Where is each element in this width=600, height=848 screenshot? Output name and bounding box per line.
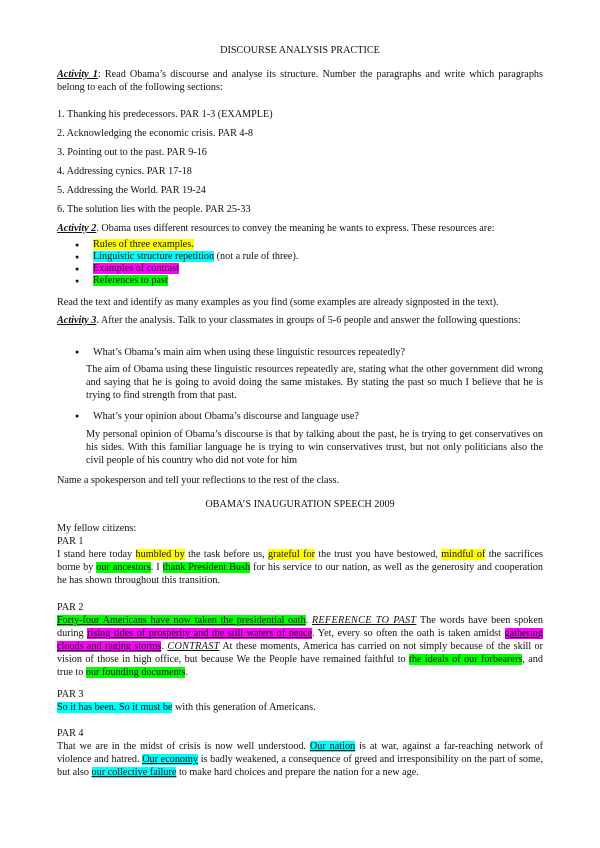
par-3-label: PAR 3: [57, 689, 84, 700]
activity-2-label: Activity 2: [57, 223, 97, 234]
section-item: 3. Pointing out to the past. PAR 9-16: [57, 147, 207, 158]
highlight-rule-of-three: humbled by: [135, 549, 185, 560]
activity-1-label: Activity 1: [57, 69, 98, 80]
text: for his service to our nation, as well as the generosity and cooperation he has shown throughout this transition.: [57, 562, 543, 586]
highlight-rule-of-three: grateful for: [268, 549, 315, 560]
par-1-label: PAR 1: [57, 536, 84, 547]
activity-1-text: : Read Obama’s discourse and analyse its structure. Number the paragraphs and write which paragraphs belong to each of the following sections:: [57, 69, 543, 93]
question-1-text: What’s Obama’s main aim when using these linguistic resources repeatedly?: [93, 347, 406, 358]
text: the sacrifices borne by: [57, 549, 543, 573]
text: the task before us,: [184, 549, 269, 560]
highlight-rule-of-three: mindful of: [441, 549, 486, 560]
section-item: 1. Thanking his predecessors. PAR 1-3 (EXAMPLE): [57, 109, 273, 120]
question-1: [75, 346, 405, 359]
highlight-repetition: Our nation: [309, 741, 356, 752]
question-2: [75, 410, 359, 423]
highlight-past: the ideals of our forbearers: [409, 654, 523, 665]
annotation-reference-to-past: REFERENCE TO PAST: [311, 615, 417, 626]
resource-contrast: Examples of contrast: [93, 263, 180, 274]
text: At these moments, America has carried on not simply because of the skill or vision of those in high office, but because We the People have remained faithful to: [57, 641, 544, 665]
text: the trust you have bestowed,: [314, 549, 442, 560]
text: is badly weakened, a consequence of greed and irresponsibility on the part of some, but also: [57, 754, 543, 778]
paragraph-4: [57, 740, 543, 779]
paragraph-2: [57, 614, 543, 679]
paragraph-3: [57, 701, 543, 714]
section-item: 2. Acknowledging the economic crisis. PAR 4-8: [57, 128, 253, 139]
highlight-repetition: our collective failure: [91, 767, 177, 778]
activity-2-text: . Obama uses different resources to convey the meaning he wants to express. These resources are:: [96, 223, 495, 234]
list-item: [75, 239, 298, 251]
highlight-contrast: rising tides of prosperity and the still waters of peace: [87, 628, 313, 639]
activity-3-instructions: [57, 314, 543, 327]
text: .: [305, 615, 312, 626]
section-item: 6. The solution lies with the people. PAR 25-33: [57, 204, 251, 215]
text: That we are in the midst of crisis is now well understood.: [57, 741, 310, 752]
resource-rules-of-three: Rules of three examples.: [93, 239, 194, 250]
text: , and true to: [57, 654, 543, 678]
list-item: [75, 251, 298, 263]
activity-2-instructions: [57, 222, 543, 235]
par-2-label: PAR 2: [57, 602, 84, 613]
resource-references-past: References to past: [93, 275, 168, 286]
highlight-repetition: So it has been. So it must be: [57, 702, 173, 713]
highlight-past: thank President Bush: [162, 562, 251, 573]
highlight-past: our founding documents: [85, 667, 186, 678]
section-item: 5. Addressing the World. PAR 19-24: [57, 185, 206, 196]
activity-3-text: . After the analysis. Talk to your classmates in groups of 5-6 people and answer the following questions:: [96, 315, 521, 326]
activity-1-instructions: [57, 68, 543, 94]
resources-list: [75, 239, 298, 287]
answer-2: My personal opinion of Obama’s discourse is that by talking about the past, he is trying to get conservatives on his sides. With this familiar language he is trying to win conservatives trust, but not only politicians also the civil people of his country who did not vote for him: [86, 429, 543, 466]
text: I stand here today: [57, 549, 136, 560]
activity-3-label: Activity 3: [57, 315, 97, 326]
section-item: 4. Addressing cynics. PAR 17-18: [57, 166, 192, 177]
resource-repetition: Linguistic structure repetition: [93, 251, 215, 262]
text: The words have been spoken during: [57, 615, 543, 639]
text: .: [185, 667, 189, 678]
highlight-contrast: gathering clouds and raging storms: [57, 628, 543, 652]
text: is at war, against a far-reaching network of violence and hatred.: [57, 741, 544, 765]
list-item: [75, 275, 298, 287]
paragraph-1: [57, 548, 543, 587]
question-2-text: What’s your opinion about Obama’s discourse and language use?: [93, 411, 359, 422]
text: . I: [150, 562, 163, 573]
annotation-contrast: CONTRAST: [167, 641, 220, 652]
text: to make hard choices and prepare the nation for a new age.: [176, 767, 419, 778]
speech-title: OBAMA’S INAUGURATION SPEECH 2009: [205, 499, 395, 510]
par-4-label: PAR 4: [57, 728, 84, 739]
text: .: [161, 641, 168, 652]
list-item: [75, 263, 298, 275]
text: with this generation of Americans.: [172, 702, 316, 713]
closing-instruction: Name a spokesperson and tell your reflections to the rest of the class.: [57, 475, 340, 486]
answer-1: The aim of Obama using these linguistic resources repeatedly are, stating what the other government did wrong and saying that he is going to avoid doing the same mistakes. By stating the past so much I believe that he is trying to find strength from that past.: [86, 364, 543, 401]
highlight-repetition: Our economy: [142, 754, 199, 765]
identify-instruction: Read the text and identify as many examples as you find (some examples are already signposted in the text).: [57, 297, 499, 308]
highlight-past: Forty-four Americans have now taken the presidential oath: [57, 615, 306, 626]
page-title: DISCOURSE ANALYSIS PRACTICE: [220, 45, 380, 56]
text: . Yet, every so often the oath is taken amidst: [312, 628, 505, 639]
resource-repetition-note: (not a rule of three).: [214, 251, 299, 262]
highlight-past: our ancestors: [96, 562, 151, 573]
greeting: My fellow citizens:: [57, 523, 137, 534]
